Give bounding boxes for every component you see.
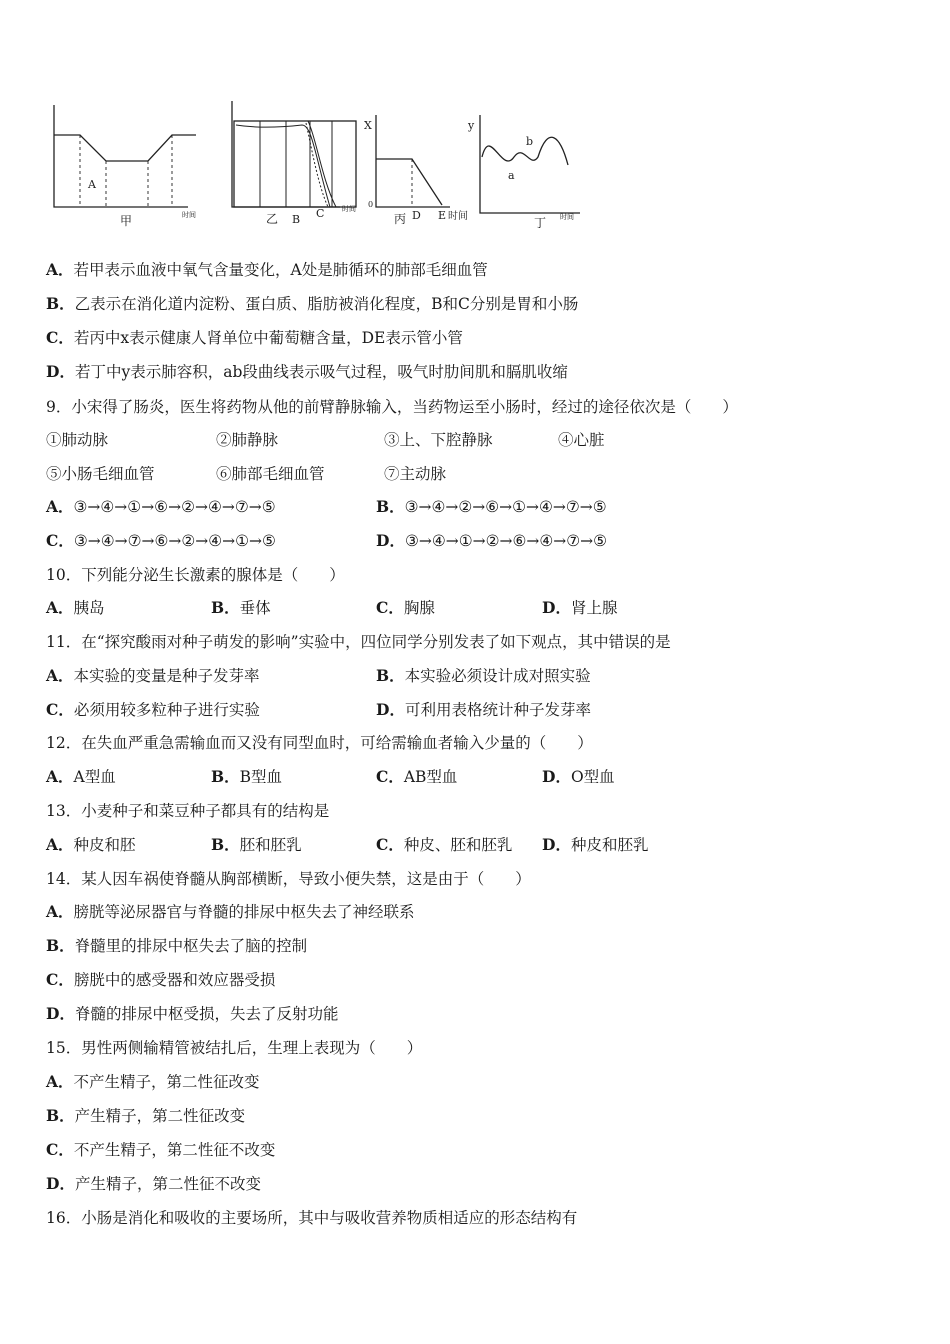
yi-label-c: C bbox=[316, 207, 325, 220]
q13-options bbox=[46, 835, 906, 855]
q11-options-row-1 bbox=[46, 666, 906, 686]
q16-stem: 16．小肠是消化和吸收的主要场所，其中与吸收营养物质相适应的形态结构有 bbox=[46, 1209, 578, 1227]
q9-item-1: ①肺动脉 bbox=[46, 431, 109, 449]
q11-option-c: C．必须用较多粒种子进行实验 bbox=[46, 700, 260, 719]
q15-option-a: A．不产生精子，第二性征改变 bbox=[46, 1072, 260, 1091]
q9-options-row-2 bbox=[46, 531, 906, 551]
q9-items-row-1 bbox=[46, 430, 906, 450]
q11-options-row-2 bbox=[46, 700, 906, 720]
q9-item-3: ③上、下腔静脉 bbox=[384, 431, 493, 449]
q9-option-c: C．③→④→⑦→⑥→②→④→①→⑤ bbox=[46, 531, 276, 550]
q15-option-d: D．产生精子，第二性征不改变 bbox=[46, 1174, 261, 1193]
bing-label-d: D bbox=[412, 209, 421, 222]
q9-stem: 9．小宋得了肠炎，医生将药物从他的前臂静脉输入，当药物运至小肠时，经过的途径依次是（ ） bbox=[46, 398, 738, 416]
q9-option-a: A．③→④→①→⑥→②→④→⑦→⑤ bbox=[46, 497, 276, 516]
four-panel-graphs bbox=[40, 95, 600, 235]
ding-caption: 丁 bbox=[534, 216, 547, 230]
q10-stem: 10．下列能分泌生长激素的腺体是（ ） bbox=[46, 566, 345, 584]
jia-point-label: A bbox=[88, 178, 96, 191]
q10-option-b: B．垂体 bbox=[211, 598, 271, 617]
yi-box bbox=[234, 121, 356, 207]
jia-curve bbox=[54, 135, 196, 161]
q15-option-c: C．不产生精子，第二性征不改变 bbox=[46, 1140, 276, 1159]
q9-item-4: ④心脏 bbox=[558, 431, 605, 449]
q10-option-a: A．胰岛 bbox=[46, 598, 105, 617]
q12-option-c: C．AB型血 bbox=[376, 767, 458, 786]
q13-option-b: B．胚和胚乳 bbox=[211, 835, 302, 854]
question-8-figure bbox=[40, 95, 600, 235]
yi-curve-3 bbox=[306, 123, 328, 207]
q8-option-d: D．若丁中y表示肺容积，ab段曲线表示吸气过程，吸气时肋间肌和膈肌收缩 bbox=[46, 362, 568, 381]
q12-option-d: D．O型血 bbox=[542, 767, 615, 786]
q12-option-a: A．A型血 bbox=[46, 767, 116, 786]
ding-curve bbox=[482, 137, 568, 165]
q11-stem: 11．在“探究酸雨对种子萌发的影响”实验中，四位同学分别发表了如下观点，其中错误的是 bbox=[46, 633, 671, 651]
q15-option-b: B．产生精子，第二性征改变 bbox=[46, 1106, 246, 1125]
q9-options-row-1 bbox=[46, 497, 906, 517]
q11-option-b: B．本实验必须设计成对照实验 bbox=[376, 666, 591, 685]
q9-item-7: ⑦主动脉 bbox=[384, 465, 447, 483]
q14-option-b: B．脊髓里的排尿中枢失去了脑的控制 bbox=[46, 936, 308, 955]
q11-option-a: A．本实验的变量是种子发芽率 bbox=[46, 666, 260, 685]
q10-option-c: C．胸腺 bbox=[376, 598, 435, 617]
yi-caption: 乙 bbox=[266, 212, 279, 226]
q13-option-c: C．种皮、胚和胚乳 bbox=[376, 835, 513, 854]
jia-axis-label: 时间 bbox=[182, 211, 196, 219]
jia-caption: 甲 bbox=[120, 214, 133, 228]
q14-stem: 14．某人因车祸使脊髓从胸部横断，导致小便失禁，这是由于（ ） bbox=[46, 870, 531, 888]
q9-items-row-2 bbox=[46, 464, 906, 484]
q8-option-c: C．若丙中x表示健康人肾单位中葡萄糖含量，DE表示管小管 bbox=[46, 328, 463, 347]
q9-option-d: D．③→④→①→②→⑥→④→⑦→⑤ bbox=[376, 531, 608, 550]
yi-curve-1 bbox=[236, 125, 330, 207]
q15-stem: 15．男性两侧输精管被结扎后，生理上表现为（ ） bbox=[46, 1039, 423, 1057]
yi-label-b: B bbox=[292, 213, 301, 226]
jia-axes bbox=[54, 105, 188, 207]
q14-option-a: A．膀胱等泌尿器官与脊髓的排尿中枢失去了神经联系 bbox=[46, 902, 415, 921]
q12-option-b: B．B型血 bbox=[211, 767, 282, 786]
bing-curve bbox=[376, 159, 442, 205]
bing-label-e: E bbox=[438, 209, 447, 222]
q14-option-c: C．膀胱中的感受器和效应器受损 bbox=[46, 970, 276, 989]
q10-options bbox=[46, 598, 906, 618]
ding-label-a: a bbox=[508, 169, 515, 182]
q14-option-d: D．脊髓的排尿中枢受损，失去了反射功能 bbox=[46, 1004, 339, 1023]
q13-stem: 13．小麦种子和菜豆种子都具有的结构是 bbox=[46, 802, 330, 820]
ding-axes bbox=[480, 115, 580, 213]
yi-axis-label: 时间 bbox=[342, 205, 356, 213]
bing-origin: 0 bbox=[368, 200, 374, 209]
ding-y-label: y bbox=[468, 119, 475, 132]
q12-stem: 12．在失血严重急需输血而又没有同型血时，可给需输血者输入少量的（ ） bbox=[46, 734, 593, 752]
ding-axis-label: 时间 bbox=[560, 213, 574, 221]
q8-option-a: A．若甲表示血液中氧气含量变化，A处是肺循环的肺部毛细血管 bbox=[46, 260, 488, 279]
q13-option-d: D．种皮和胚乳 bbox=[542, 835, 649, 854]
jia-guides bbox=[80, 135, 172, 207]
bing-y-label: X bbox=[364, 119, 372, 132]
q9-option-b: B．③→④→②→⑥→①→④→⑦→⑤ bbox=[376, 497, 607, 516]
bing-axis-label: 时间 bbox=[448, 211, 468, 222]
q9-item-2: ②肺静脉 bbox=[216, 431, 279, 449]
q9-item-6: ⑥肺部毛细血管 bbox=[216, 465, 325, 483]
q8-option-b: B．乙表示在消化道内淀粉、蛋白质、脂肪被消化程度，B和C分别是胃和小肠 bbox=[46, 294, 579, 313]
ding-label-b: b bbox=[526, 135, 534, 148]
q13-option-a: A．种皮和胚 bbox=[46, 835, 136, 854]
q12-options bbox=[46, 767, 906, 787]
bing-caption: 丙 bbox=[394, 212, 407, 226]
q9-item-5: ⑤小肠毛细血管 bbox=[46, 465, 155, 483]
q11-option-d: D．可利用表格统计种子发芽率 bbox=[376, 700, 591, 719]
q10-option-d: D．肾上腺 bbox=[542, 598, 618, 617]
